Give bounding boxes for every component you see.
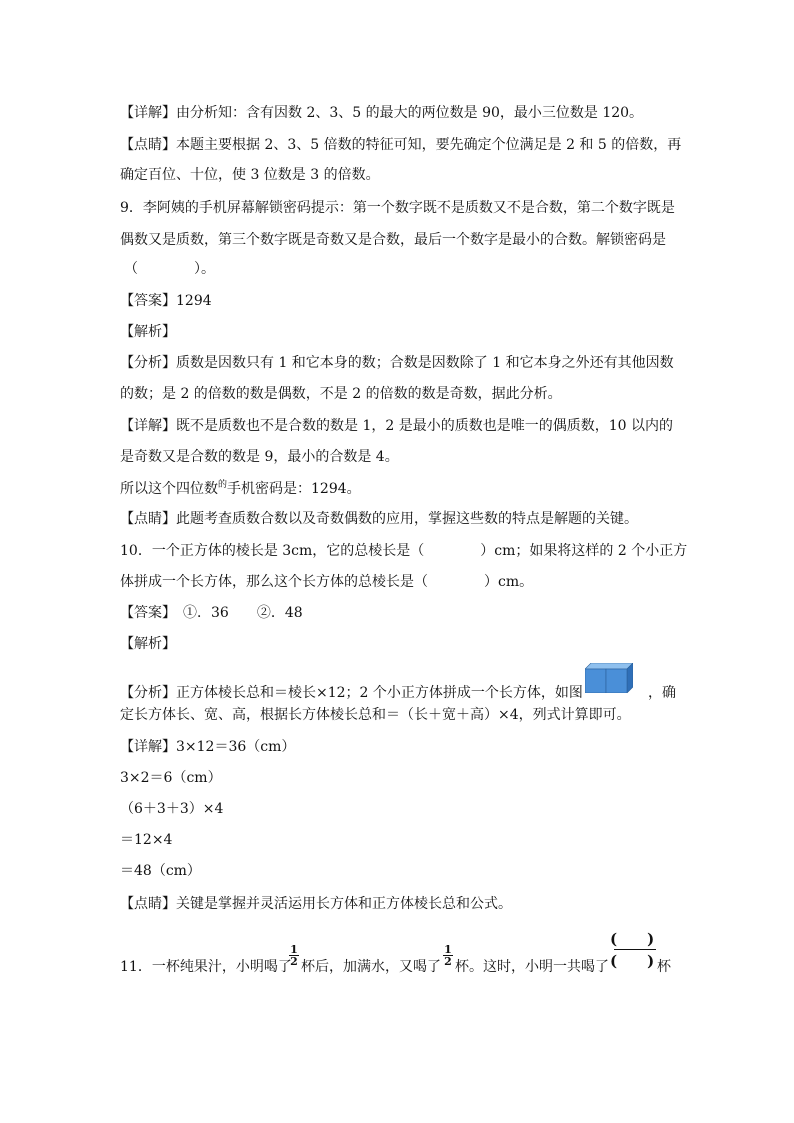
fraction-denominator: 2	[444, 955, 452, 968]
text-line: 【分析】正方体棱长总和＝棱长×12；2 个小正方体拼成一个长方体，如图	[120, 685, 583, 701]
text-line: 确定百位、十位，使 3 位数是 3 的倍数。	[120, 167, 380, 183]
fraction-numerator: 1	[290, 943, 298, 956]
fraction-half	[289, 944, 299, 967]
text-line: 的数；是 2 的倍数的数是偶数，不是 2 的倍数的数是奇数，据此分析。	[120, 386, 562, 402]
question-9: 9．李阿姨的手机屏幕解锁密码提示：第一个数字既不是质数又不是合数，第二个数字既是	[120, 200, 675, 216]
detail-calc: 【详解】3×12＝36（cm）	[120, 739, 296, 755]
calc-line: ＝12×4	[120, 832, 173, 848]
analysis-label: 【解析】	[120, 636, 176, 652]
text-line: 【详解】既不是质数也不是合数的数是 1，2 是最小的质数也是唯一的偶质数，10 以内的	[120, 418, 673, 434]
fraction-blank	[610, 928, 660, 972]
fraction-denominator: 2	[290, 955, 298, 968]
calc-line: ＝48（cm）	[120, 863, 201, 879]
superscript-char: 的	[218, 480, 228, 490]
text-line: 杯。这时，小明一共喝了	[455, 959, 609, 975]
calc-line: （6＋3＋3）×4	[120, 801, 224, 817]
text-line: 杯后，加满水，又喝了	[301, 959, 441, 975]
analysis-label: 【解析】	[120, 324, 176, 340]
answer-label: 【答案】1294	[120, 293, 212, 309]
question-10: 10．一个正方体的棱长是 3cm，它的总棱长是（ ）cm；如果将这样的 2 个小正方	[120, 543, 688, 559]
text-line: 【点睛】本题主要根据 2、3、5 倍数的特征可知，要先确定个位满足是 2 和 5 的倍数，再	[120, 137, 682, 153]
answer-blank: （ ）。	[124, 261, 215, 277]
calc-line: 3×2＝6（cm）	[120, 770, 222, 786]
text-line: 定长方体长、宽、高，根据长方体棱长总和＝（长＋宽＋高）×4，列式计算即可。	[120, 707, 631, 723]
cuboid-figure	[585, 663, 633, 693]
blank-denominator: ( )	[610, 952, 655, 970]
text-line: 【详解】由分析知：含有因数 2、3、5 的最大的两位数是 90，最小三位数是 120。	[120, 105, 644, 121]
text-line: 偶数又是质数，第三个数字既是奇数又是合数，最后一个数字是最小的合数。解锁密码是	[120, 232, 666, 248]
text-line: 体拼成一个长方体，那么这个长方体的总棱长是（ ）cm。	[120, 574, 534, 590]
text-line: 【点睛】关键是掌握并灵活运用长方体和正方体棱长总和公式。	[120, 896, 512, 912]
question-11: 11．一杯纯果汁，小明喝了	[120, 959, 292, 975]
text-segment: 手机密码是：1294。	[227, 481, 361, 497]
text-segment: 所以这个四位数	[120, 481, 218, 497]
answer-label: 【答案】 ①．36 ②．48	[120, 605, 303, 621]
text-line: 杯	[657, 959, 671, 975]
text-line: 【点睛】此题考查质数合数以及奇数偶数的应用，掌握这些数的特点是解题的关键。	[120, 511, 638, 527]
text-line: 是奇数又是合数的数是 9，最小的合数是 4。	[120, 449, 399, 465]
text-line: 【分析】质数是因数只有 1 和它本身的数；合数是因数除了 1 和它本身之外还有其他因数	[120, 355, 674, 371]
fraction-numerator: 1	[444, 943, 452, 956]
blank-numerator: ( )	[610, 930, 655, 948]
fraction-half	[443, 944, 453, 967]
text-line	[120, 479, 361, 501]
text-line: ，确	[648, 685, 676, 701]
